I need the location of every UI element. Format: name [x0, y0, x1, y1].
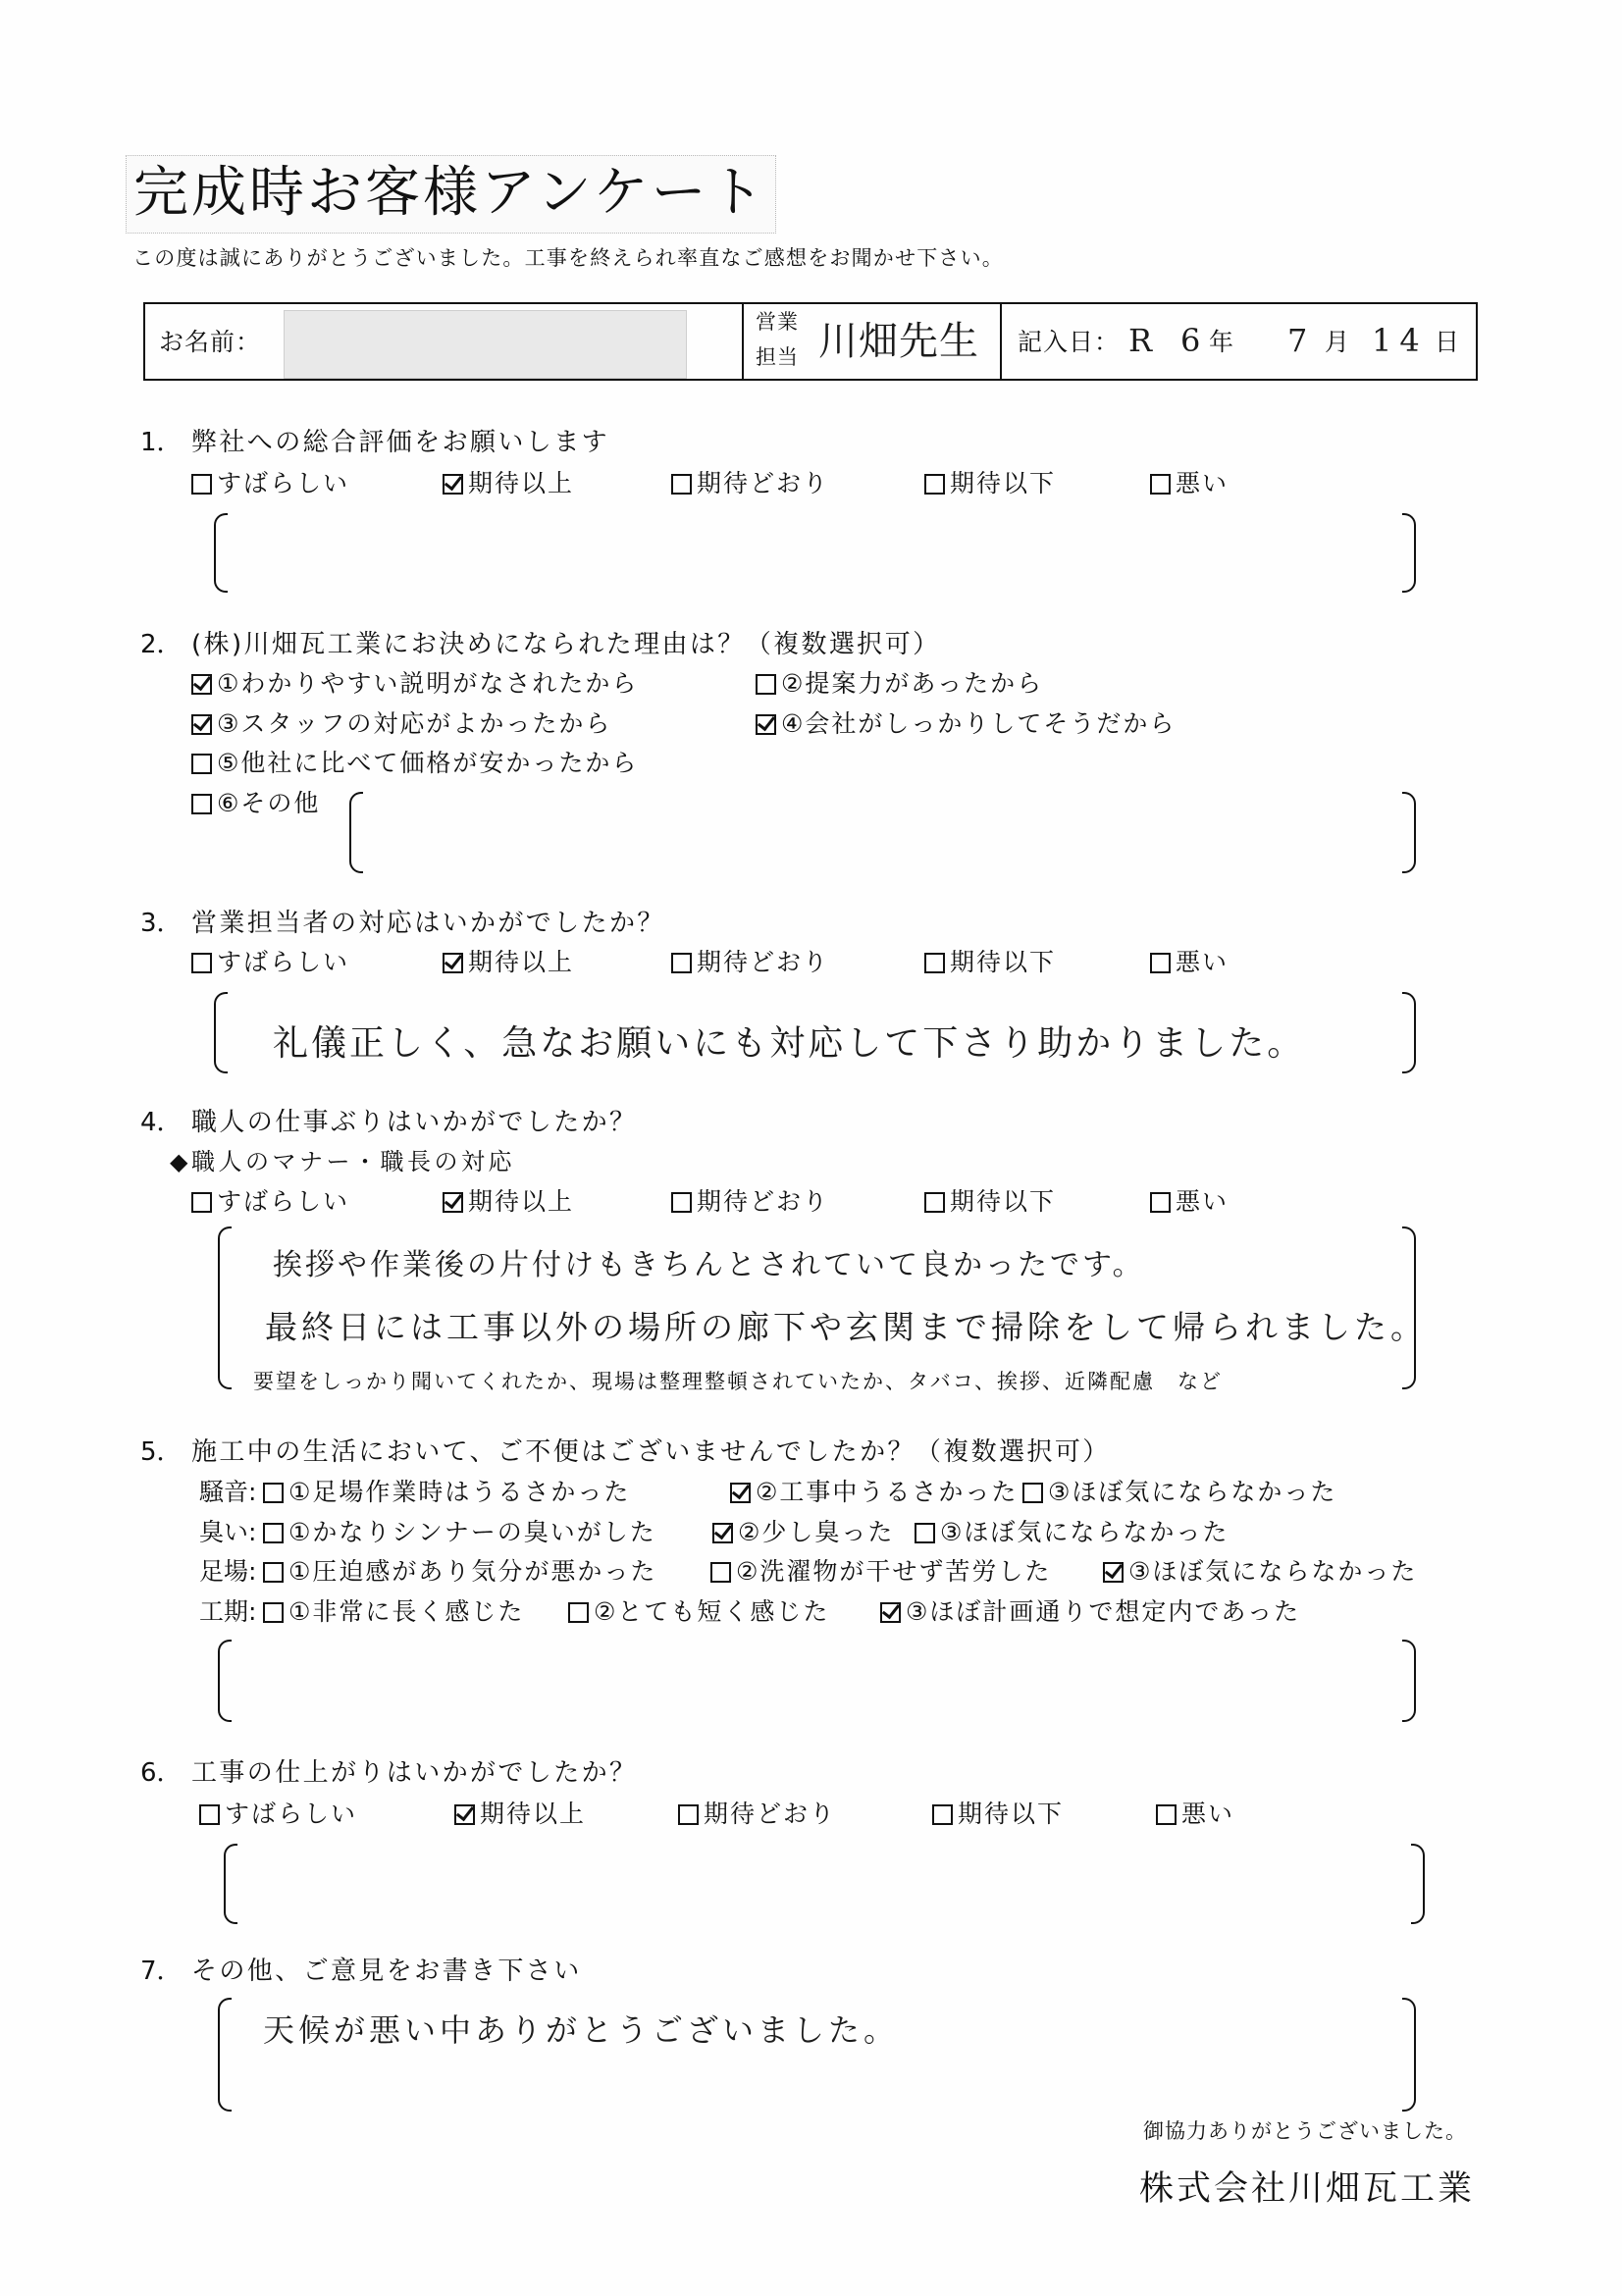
option-label: 期待以下: [950, 1187, 1057, 1216]
q6-comment-area[interactable]: [224, 1844, 1425, 1924]
right-bracket: [1402, 1640, 1416, 1722]
q2-option-other[interactable]: [191, 791, 320, 816]
option-label: 悪い: [1176, 948, 1230, 976]
option-label: ①圧迫感があり気分が悪かった: [288, 1557, 657, 1586]
question-title: 職人の仕事ぶりはいかがでしたか？: [191, 1108, 638, 1137]
q1-below-expectations-checkbox[interactable]: [924, 474, 945, 495]
q1-option-poor[interactable]: [1150, 471, 1229, 496]
q1-option-below-expectations[interactable]: [924, 471, 1056, 496]
q4-option-above-expectations[interactable]: [443, 1189, 574, 1215]
option-label: ②工事中うるさかった: [756, 1478, 1019, 1506]
name-field[interactable]: [284, 310, 687, 379]
q4-comment-area[interactable]: [218, 1226, 1427, 1393]
q6-option-below-expectations[interactable]: [932, 1801, 1064, 1827]
q3-as-expected-checkbox[interactable]: [671, 953, 692, 973]
option-label: 期待どおり: [697, 948, 830, 976]
q1-poor-checkbox[interactable]: [1150, 474, 1171, 495]
q6-as-expected-checkbox[interactable]: [678, 1804, 699, 1825]
question-number: 7．: [140, 1957, 183, 1986]
odor-slight-checkbox[interactable]: [712, 1523, 733, 1543]
q2-lower-price-checkbox[interactable]: [191, 754, 212, 774]
row-label: 騒音:: [199, 1478, 257, 1506]
q2-other-comment-area[interactable]: [349, 792, 1416, 873]
option-label: 期待以上: [468, 469, 575, 497]
question-number: 1．: [140, 428, 183, 457]
q4-above-expectations-checkbox[interactable]: [443, 1192, 463, 1213]
q6-option-above-expectations[interactable]: [454, 1801, 586, 1827]
question-title: その他、ご意見をお書き下さい: [191, 1957, 582, 1986]
option-label: 期待以下: [958, 1800, 1065, 1828]
q2-option-clear-explanation[interactable]: [191, 671, 638, 697]
q2-option-lower-price[interactable]: [191, 751, 638, 776]
option-label: すばらしい: [217, 948, 350, 976]
question-number: 6．: [140, 1758, 183, 1788]
option-label: ②とても短く感じた: [594, 1597, 830, 1626]
q4-option-as-expected[interactable]: [671, 1189, 829, 1215]
option-label: 悪い: [1176, 1187, 1230, 1216]
option-label: ②提案力があったから: [781, 669, 1044, 698]
question-title: 工事の仕上がりはいかがでしたか？: [191, 1758, 638, 1788]
question-title: 弊社への総合評価をお願いします: [191, 428, 610, 457]
q2-proposal-ability-checkbox[interactable]: [756, 674, 776, 695]
noise-option-scaffolding-work[interactable]: [263, 1480, 630, 1505]
q2-staff-response-checkbox[interactable]: [191, 714, 212, 735]
option-label: ①わかりやすい説明がなされたから: [217, 669, 639, 698]
right-bracket: [1411, 1844, 1425, 1924]
q6-poor-checkbox[interactable]: [1156, 1804, 1177, 1825]
option-label: 期待どおり: [697, 1187, 830, 1216]
right-bracket: [1402, 992, 1416, 1073]
q4-poor-checkbox[interactable]: [1150, 1192, 1171, 1213]
q3-poor-checkbox[interactable]: [1150, 953, 1171, 973]
date-month[interactable]: 7: [1287, 322, 1308, 359]
option-label: ①足場作業時はうるさかった: [288, 1478, 631, 1506]
sales-label-bottom: 担当: [756, 345, 799, 369]
sales-rep-name[interactable]: 川畑先生: [818, 319, 979, 364]
q7-comment-area[interactable]: [218, 1998, 1416, 2112]
question-title: 施工中の生活において、ご不便はございませんでしたか？（複数選択可）: [191, 1437, 1111, 1467]
right-bracket: [1402, 513, 1416, 593]
q6-option-as-expected[interactable]: [678, 1801, 836, 1827]
q3-excellent-checkbox[interactable]: [191, 953, 212, 973]
q4-option-below-expectations[interactable]: [924, 1189, 1056, 1215]
option-label: ②洗濯物が干せず苦労した: [736, 1557, 1052, 1586]
option-label: 期待以上: [468, 1187, 575, 1216]
option-label: 期待以下: [950, 948, 1057, 976]
q3-below-expectations-checkbox[interactable]: [924, 953, 945, 973]
left-bracket: [218, 1226, 232, 1389]
divider: [742, 304, 744, 379]
option-label: ⑤他社に比べて価格が安かったから: [217, 749, 639, 777]
q1-option-excellent[interactable]: [191, 471, 349, 496]
option-label: ③ほぼ計画通りで想定内であった: [906, 1597, 1301, 1626]
header-box: [143, 302, 1478, 381]
question-title: (株)川畑瓦工業にお決めになられた理由は？（複数選択可）: [191, 630, 941, 659]
date-day[interactable]: 14: [1372, 322, 1428, 359]
left-bracket: [214, 992, 228, 1073]
schedule-option-very-short[interactable]: [568, 1599, 829, 1625]
left-bracket: [218, 1998, 232, 2112]
option-label: ①かなりシンナーの臭いがした: [288, 1518, 656, 1546]
q4-below-expectations-checkbox[interactable]: [924, 1192, 945, 1213]
divider: [1000, 304, 1002, 379]
option-label: ④会社がしっかりしてそうだから: [781, 709, 1177, 738]
intro-text: この度は誠にありがとうございました。工事を終えられ率直なご感想をお聞かせ下さい。: [132, 246, 1004, 270]
q1-as-expected-checkbox[interactable]: [671, 474, 692, 495]
q6-below-expectations-checkbox[interactable]: [932, 1804, 953, 1825]
odor-not-bothered-checkbox[interactable]: [915, 1523, 935, 1543]
noise-option-during-construction[interactable]: [730, 1480, 1018, 1505]
option-label: 悪い: [1176, 469, 1230, 497]
option-label: ③スタッフの対応がよかったから: [217, 709, 612, 738]
name-label: お名前：: [159, 328, 262, 356]
option-label: 期待以上: [480, 1800, 587, 1828]
noise-not-bothered-checkbox[interactable]: [1022, 1483, 1043, 1503]
page-title: 完成時お客様アンケート: [133, 161, 767, 225]
footer-thanks: 御協力ありがとうございました。: [1143, 2119, 1467, 2143]
row-label: 工期:: [199, 1597, 257, 1626]
q4-option-excellent[interactable]: [191, 1189, 349, 1215]
q1-option-as-expected[interactable]: [671, 471, 829, 496]
q4-handwritten-comment-line-1: 挨拶や作業後の片付けもきちんとされていて良かったです。: [273, 1248, 1145, 1282]
q3-comment-area[interactable]: [214, 992, 1416, 1073]
question-number: 4．: [140, 1108, 183, 1137]
option-label: ⑥その他: [217, 789, 321, 817]
option-label: ①非常に長く感じた: [288, 1597, 525, 1626]
right-bracket: [1402, 792, 1416, 873]
schedule-as-planned-checkbox[interactable]: [880, 1602, 901, 1623]
q6-excellent-checkbox[interactable]: [199, 1804, 220, 1825]
q2-reliable-company-checkbox[interactable]: [756, 714, 776, 735]
left-bracket: [349, 792, 363, 873]
schedule-very-short-checkbox[interactable]: [568, 1602, 589, 1623]
q6-option-poor[interactable]: [1156, 1801, 1234, 1827]
odor-option-not-bothered[interactable]: [915, 1520, 1229, 1545]
question-number: 5．: [140, 1437, 183, 1467]
scaffold-option-oppressive[interactable]: [263, 1559, 656, 1585]
company-name: 株式会社川畑瓦工業: [1138, 2169, 1475, 2209]
option-label: すばらしい: [217, 1187, 350, 1216]
q3-above-expectations-checkbox[interactable]: [443, 953, 463, 973]
row-label: 足場:: [199, 1557, 257, 1586]
question-title: 営業担当者の対応はいかがでしたか？: [191, 909, 665, 938]
q4-hint-text: 要望をしっかり聞いてくれたか、現場は整理整頓されていたか、タバコ、挨拶、近隣配慮 など: [253, 1370, 1223, 1393]
q1-excellent-checkbox[interactable]: [191, 474, 212, 495]
scaffold-option-laundry[interactable]: [710, 1559, 1051, 1585]
scaffold-not-bothered-checkbox[interactable]: [1103, 1562, 1124, 1583]
option-label: 期待以下: [950, 469, 1057, 497]
q5-comment-area[interactable]: [218, 1640, 1416, 1722]
q6-above-expectations-checkbox[interactable]: [454, 1804, 475, 1825]
title-frame: [126, 155, 776, 234]
q3-option-as-expected[interactable]: [671, 950, 829, 975]
q3-option-poor[interactable]: [1150, 950, 1229, 975]
option-label: 悪い: [1181, 1800, 1235, 1828]
option-label: 期待以上: [468, 948, 575, 976]
q1-option-above-expectations[interactable]: [443, 471, 574, 496]
odor-strong-thinner-checkbox[interactable]: [263, 1523, 284, 1543]
scaffold-oppressive-checkbox[interactable]: [263, 1562, 284, 1583]
left-bracket: [224, 1844, 237, 1924]
date-label: 記入日：: [1018, 328, 1121, 356]
odor-option-slight[interactable]: [712, 1520, 894, 1545]
q2-other-checkbox[interactable]: [191, 794, 212, 814]
date-year[interactable]: 6: [1180, 322, 1201, 359]
date-era[interactable]: R: [1128, 322, 1153, 359]
q2-clear-explanation-checkbox[interactable]: [191, 674, 212, 695]
noise-option-not-bothered[interactable]: [1022, 1480, 1336, 1505]
q3-option-above-expectations[interactable]: [443, 950, 574, 975]
odor-option-strong-thinner[interactable]: [263, 1520, 656, 1545]
scaffold-laundry-checkbox[interactable]: [710, 1562, 731, 1583]
scaffold-option-not-bothered[interactable]: [1103, 1559, 1417, 1585]
q6-option-excellent[interactable]: [199, 1801, 357, 1827]
question-number: 2．: [140, 630, 183, 659]
question-subheading: ◆職人のマナー・職長の対応: [170, 1148, 515, 1175]
right-bracket: [1402, 1998, 1416, 2112]
option-label: すばらしい: [217, 469, 350, 497]
option-label: 期待どおり: [704, 1800, 837, 1828]
option-label: ③ほぼ気にならなかった: [1048, 1478, 1337, 1506]
option-label: ②少し臭った: [738, 1518, 895, 1546]
q4-handwritten-comment-line-2: 最終日には工事以外の場所の廊下や玄関まで掃除をして帰られました。: [265, 1308, 1427, 1346]
left-bracket: [214, 513, 228, 593]
q7-handwritten-comment: 天候が悪い中ありがとうございました。: [263, 2011, 900, 2049]
option-label: ③ほぼ気にならなかった: [940, 1518, 1230, 1546]
noise-during-construction-checkbox[interactable]: [730, 1483, 751, 1503]
q2-option-reliable-company[interactable]: [756, 711, 1176, 737]
q3-option-below-expectations[interactable]: [924, 950, 1056, 975]
noise-scaffolding-work-checkbox[interactable]: [263, 1483, 284, 1503]
year-unit: 年: [1209, 328, 1235, 356]
left-bracket: [218, 1640, 232, 1722]
schedule-option-as-planned[interactable]: [880, 1599, 1300, 1625]
q4-as-expected-checkbox[interactable]: [671, 1192, 692, 1213]
q1-comment-area[interactable]: [214, 513, 1416, 593]
q2-option-staff-response[interactable]: [191, 711, 611, 737]
q4-option-poor[interactable]: [1150, 1189, 1229, 1215]
schedule-very-long-checkbox[interactable]: [263, 1602, 284, 1623]
option-label: ③ほぼ気にならなかった: [1128, 1557, 1418, 1586]
q1-above-expectations-checkbox[interactable]: [443, 474, 463, 495]
day-unit: 日: [1435, 328, 1461, 356]
row-label: 臭い:: [199, 1518, 257, 1546]
q4-excellent-checkbox[interactable]: [191, 1192, 212, 1213]
question-number: 3．: [140, 909, 183, 938]
q3-option-excellent[interactable]: [191, 950, 349, 975]
sales-label-top: 営業: [756, 310, 799, 334]
q3-handwritten-comment: 礼儀正しく、急なお願いにも対応して下さり助かりました。: [273, 1023, 1306, 1064]
option-label: すばらしい: [225, 1800, 358, 1828]
month-unit: 月: [1325, 328, 1351, 356]
schedule-option-very-long[interactable]: [263, 1599, 524, 1625]
option-label: 期待どおり: [697, 469, 830, 497]
q2-option-proposal-ability[interactable]: [756, 671, 1043, 697]
